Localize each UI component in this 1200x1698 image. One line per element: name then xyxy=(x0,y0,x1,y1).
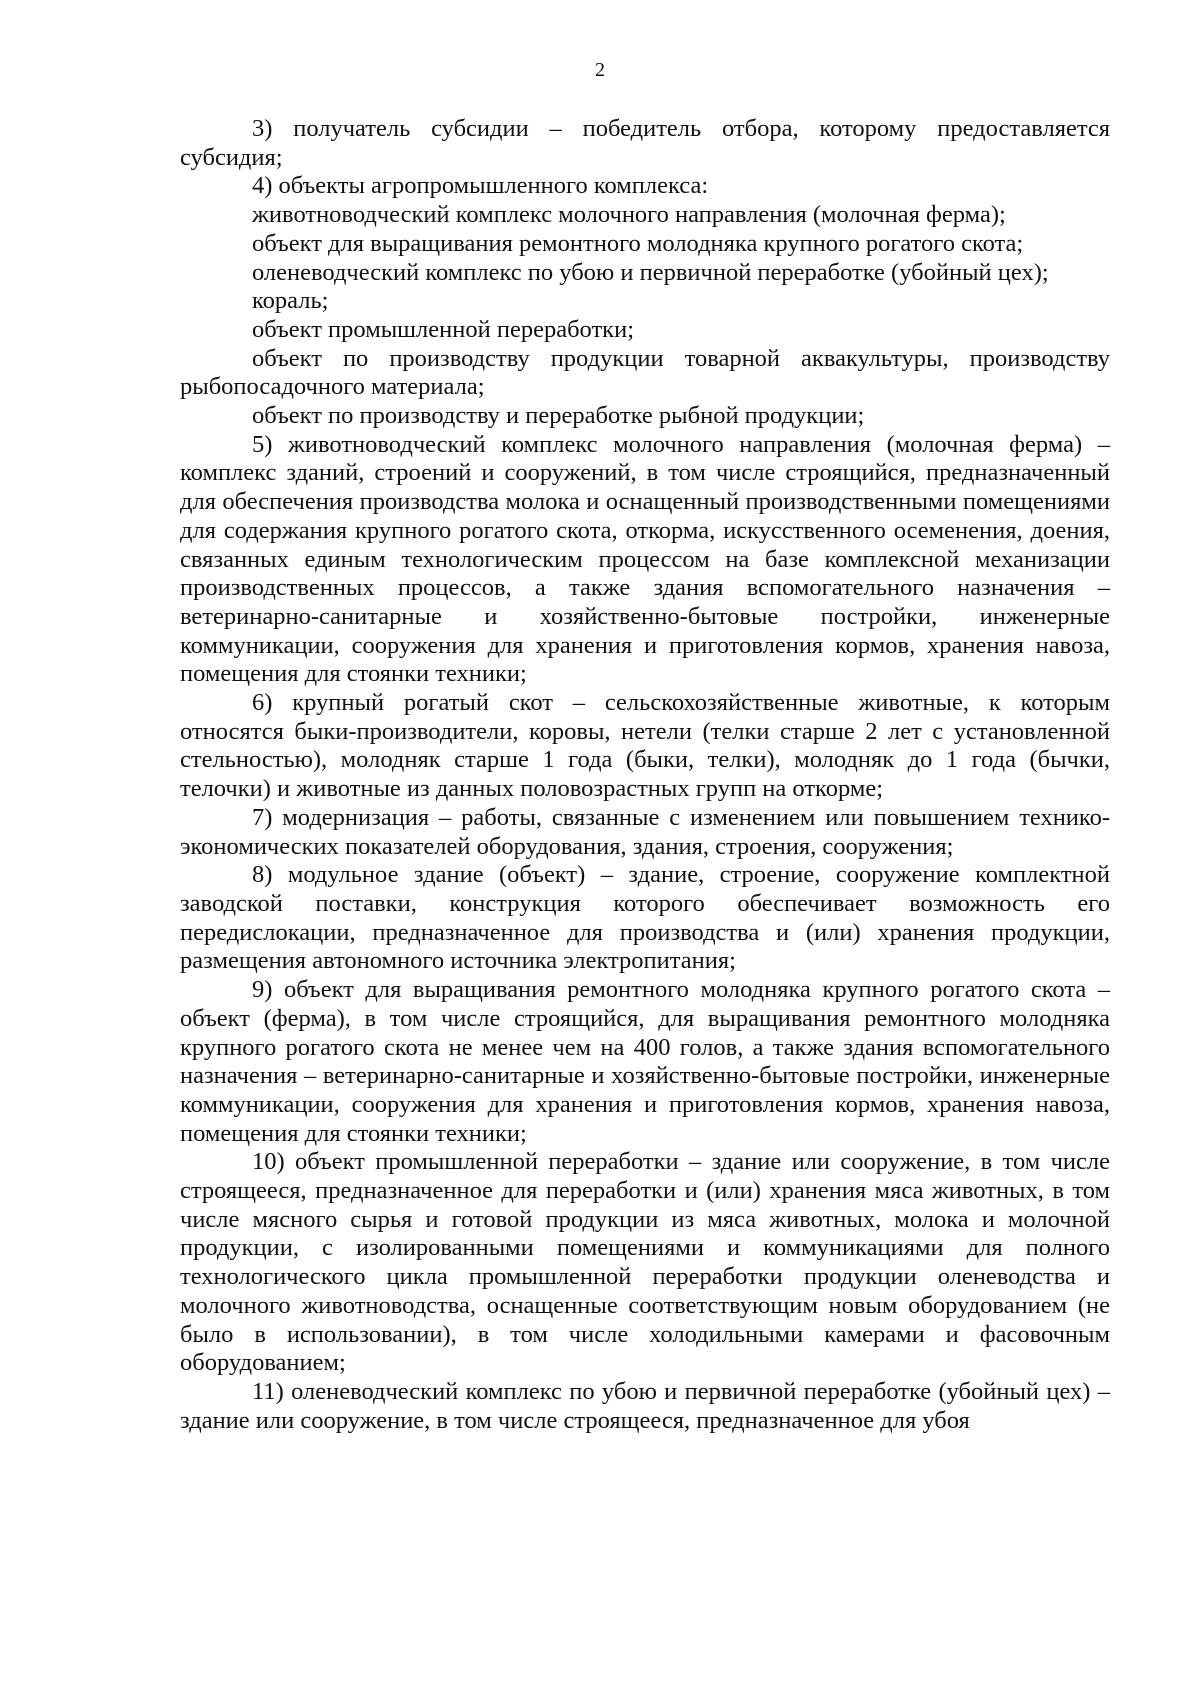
paragraph-item-7-modernization: 7) модернизация – работы, связанные с изменением или повышением технико-экономических показателей оборудования, здания, строения, сооружения; xyxy=(180,803,1110,860)
paragraph-item-4-objects: 4) объекты агропромышленного комплекса: xyxy=(252,172,709,200)
paragraph-reindeer-slaughter: оленеводческий комплекс по убою и первичной переработке (убойный цех); xyxy=(252,258,1049,286)
paragraph-fish-products: объект по производству и переработке рыбной продукции; xyxy=(252,402,865,430)
paragraph-item-6-cattle-definition: 6) крупный рогатый скот – сельскохозяйственные животные, к которым относятся быки-производители, коровы, нетели (телки старше 2 лет с установленной стельностью), молодняк старше 1 года (быки, телки), молодняк до 1 года (бычки, телочки) и животные из данных половозрастных групп на откорме; xyxy=(180,689,1110,803)
paragraph-young-cattle-object: объект для выращивания ремонтного молодняка крупного рогатого скота; xyxy=(252,229,1024,257)
page-number: 2 xyxy=(595,59,605,81)
paragraph-item-11-slaughter-definition: 11) оленеводческий комплекс по убою и первичной переработке (убойный цех) – здание или сооружение, в том числе строящееся, предназначенное для убоя xyxy=(180,1377,1110,1434)
paragraph-item-9-young-cattle-definition: 9) объект для выращивания ремонтного молодняка крупного рогатого скота – объект (ферма), в том числе строящийся, для выращивания ремонтного молодняка крупного рогатого скота не менее чем на 400 голов, а также здания вспомогательного назначения – ветеринарно-санитарные и хозяйственно-бытовые постройки, инженерные коммуникации, сооружения для хранения и приготовления кормов, хранения навоза, помещения для стоянки техники; xyxy=(180,976,1110,1147)
paragraph-item-3-recipient: 3) получатель субсидии – победитель отбора, которому предоставляется субсидия; xyxy=(180,115,1110,171)
paragraph-corral: кораль; xyxy=(252,287,329,315)
paragraph-industrial-processing: объект промышленной переработки; xyxy=(252,315,634,343)
paragraph-aquaculture: объект по производству продукции товарной аквакультуры, производству рыбопосадочного материала; xyxy=(180,344,1110,401)
document-body xyxy=(180,115,1110,1435)
paragraph-item-5-dairy-definition: 5) животноводческий комплекс молочного направления (молочная ферма) – комплекс зданий, строений и сооружений, в том числе строящийся, предназначенный для обеспечения производства молока и оснащенный производственными помещениями для содержания крупного рогатого скота, откорма, искусственного осеменения, доения, связанных единым технологическим процессом на базе комплексной механизации производственных процессов, а также здания вспомогательного назначения – ветеринарно-санитарные и хозяйственно-бытовые постройки, инженерные коммуникации, сооружения для хранения и приготовления кормов, хранения навоза, помещения для стоянки техники; xyxy=(180,430,1110,688)
paragraph-item-10-processing-definition: 10) объект промышленной переработки – здание или сооружение, в том числе строящееся, предназначенное для переработки и (или) хранения мяса животных, в том числе мясного сырья и готовой продукции из мяса животных, молока и молочной продукции, с изолированными помещениями и коммуникациями для полного технологического цикла промышленной переработки продукции оленеводства и молочного животноводства, оснащенные соответствующим новым оборудованием (не было в использовании), в том числе холодильными камерами и фасовочным оборудованием; xyxy=(180,1148,1110,1377)
paragraph-item-8-modular-building: 8) модульное здание (объект) – здание, строение, сооружение комплектной заводской поставки, конструкция которого обеспечивает возможность его передислокации, предназначенное для производства и (или) хранения продукции, размещения автономного источника электропитания; xyxy=(180,861,1110,975)
paragraph-dairy-complex: животноводческий комплекс молочного направления (молочная ферма); xyxy=(252,201,1006,229)
